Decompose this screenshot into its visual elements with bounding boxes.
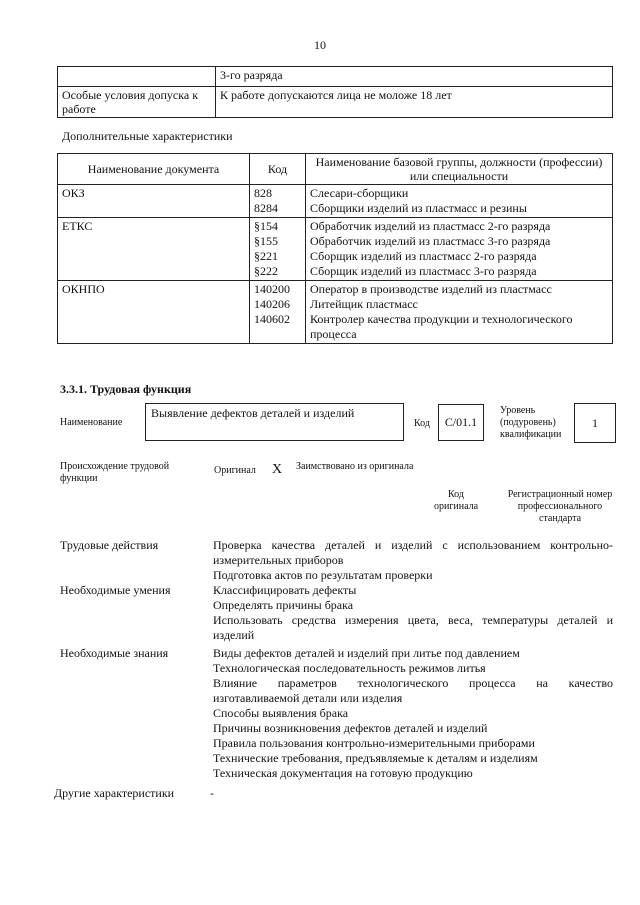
original-mark: X: [272, 462, 283, 477]
labor-actions-list: [213, 538, 613, 583]
header-document: Наименование документа: [58, 154, 250, 185]
code: 140200: [254, 282, 290, 296]
list-item: Технические требования, предъявляемые к деталям и изделиям: [213, 751, 538, 765]
labor-actions-label: Трудовые действия: [60, 538, 159, 552]
code-value: С/01.1: [438, 404, 484, 441]
list-item: Проверка качества деталей и изделий с использованием контрольно-измерительных приборов: [213, 538, 613, 567]
code: 140206: [254, 297, 290, 311]
profession-name: Обработчик изделий из пластмасс 3-го разряда: [310, 234, 551, 248]
qualification-level-value: 1: [574, 403, 616, 443]
header-code: Код: [250, 154, 306, 185]
table-header-row: [58, 154, 613, 185]
code: 140602: [254, 312, 290, 326]
required-knowledge-list: [213, 646, 613, 781]
required-knowledge-label: Необходимые знания: [60, 646, 169, 660]
reg-number-label: Регистрационный номер профессионального стандарта: [507, 489, 613, 524]
row-value: К работе допускаются лица не моложе 18 лет: [216, 87, 613, 118]
document-name: ОКЗ: [58, 185, 250, 218]
profession-name: Сборщик изделий из пластмасс 3-го разряда: [310, 264, 537, 278]
code: §221: [254, 249, 278, 263]
row-value: 3-го разряда: [216, 67, 613, 87]
code: §154: [254, 219, 278, 233]
name-cell: [306, 281, 613, 344]
borrowed-label: Заимствовано из оригинала: [296, 461, 414, 472]
original-label: Оригинал: [214, 465, 256, 476]
qualification-table: [57, 66, 613, 118]
name-cell: [306, 185, 613, 218]
table-row: [58, 185, 613, 218]
code: 8284: [254, 201, 278, 215]
list-item: Технологическая последовательность режимов литья: [213, 661, 486, 675]
code-cell: [250, 218, 306, 281]
origin-label: Происхождение трудовой функции: [60, 461, 170, 484]
list-item: Использовать средства измерения цвета, веса, температуры деталей и изделий: [213, 613, 613, 642]
profession-name: Обработчик изделий из пластмасс 2-го разряда: [310, 219, 551, 233]
profession-name: Сборщики изделий из пластмасс и резины: [310, 201, 527, 215]
code-label: Код: [414, 418, 430, 429]
code-cell: [250, 185, 306, 218]
list-item: Причины возникновения дефектов деталей и изделий: [213, 721, 488, 735]
name-cell: [306, 218, 613, 281]
section-title: 3.3.1. Трудовая функция: [60, 382, 192, 396]
document-name: ЕТКС: [58, 218, 250, 281]
list-item: Влияние параметров технологического процесса на качество изготавливаемой детали или изделия: [213, 676, 613, 705]
table-row: [58, 218, 613, 281]
profession-name: Контролер качества продукции и технологического процесса: [310, 312, 573, 341]
row-label: Особые условия допуска к работе: [58, 87, 216, 118]
additional-characteristics-title: Дополнительные характеристики: [62, 129, 233, 143]
profession-name: Слесари-сборщики: [310, 186, 409, 200]
page-number: 10: [314, 38, 326, 52]
name-label: Наименование: [60, 417, 123, 428]
required-skills-label: Необходимые умения: [60, 583, 171, 597]
list-item: Виды дефектов деталей и изделий при литье под давлением: [213, 646, 520, 660]
other-characteristics-label: Другие характеристики: [54, 786, 175, 800]
code: §155: [254, 234, 278, 248]
other-characteristics-value: -: [210, 786, 214, 800]
row-label: [58, 67, 216, 87]
code: §222: [254, 264, 278, 278]
code: 828: [254, 186, 272, 200]
list-item: Классифицировать дефекты: [213, 583, 357, 597]
list-item: Способы выявления брака: [213, 706, 349, 720]
table-row: [58, 67, 613, 87]
required-skills-list: [213, 583, 613, 643]
list-item: Правила пользования контрольно-измерительными приборами: [213, 736, 535, 750]
list-item: Подготовка актов по результатам проверки: [213, 568, 433, 582]
profession-name: Литейщик пластмасс: [310, 297, 418, 311]
header-name: Наименование базовой группы, должности (профессии) или специальности: [306, 154, 613, 185]
table-row: [58, 281, 613, 344]
table-row: [58, 87, 613, 118]
list-item: Определять причины брака: [213, 598, 354, 612]
list-item: Техническая документация на готовую продукцию: [213, 766, 473, 780]
document-name: ОКНПО: [58, 281, 250, 344]
profession-name: Оператор в производстве изделий из пластмасс: [310, 282, 552, 296]
code-original-label: Код оригинала: [433, 489, 479, 512]
profession-name: Сборщик изделий из пластмасс 2-го разряда: [310, 249, 537, 263]
qualification-level-label: Уровень (подуровень) квалификации: [500, 405, 562, 440]
labor-function-name: Выявление дефектов деталей и изделий: [145, 403, 404, 441]
additional-characteristics-table: [57, 153, 613, 344]
code-cell: [250, 281, 306, 344]
